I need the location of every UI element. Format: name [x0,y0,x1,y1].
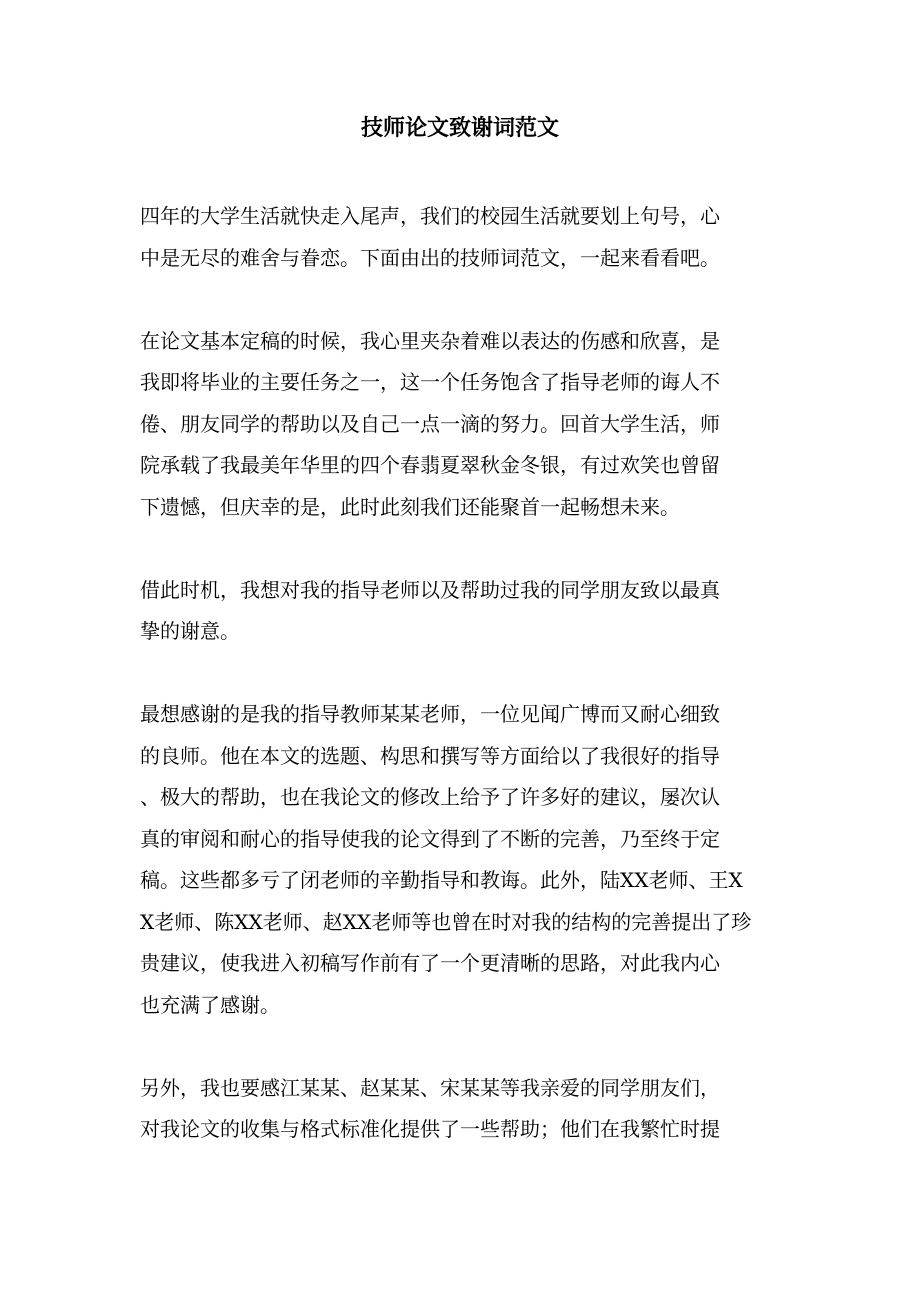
paragraph-line: 也充满了感谢。 [140,992,280,1017]
paragraph-3 [140,570,780,653]
paragraph-line: 院承载了我最美年华里的四个春翡夏翠秋金冬银，有过欢笑也曾留 [140,453,720,477]
paragraph-1 [140,196,780,279]
paragraph-line: 的良师。他在本文的选题、构思和撰写等方面给以了我很好的指导 [140,743,720,768]
paragraph-line: 借此时机，我想对我的指导老师以及帮助过我的同学朋友致以最真 [140,577,720,602]
paragraph-line: 倦、朋友同学的帮助以及自己一点一滴的努力。回首大学生活，师 [140,411,720,436]
document-body [140,196,780,1192]
paragraph-4 [140,694,780,1026]
paragraph-line: 贵建议，使我进入初稿写作前有了一个更清晰的思路，对此我内心 [140,951,720,975]
paragraph-line: 另外，我也要感江某某、赵某某、宋某某等我亲爱的同学朋友们， [140,1075,720,1100]
paragraph-2 [140,321,780,529]
paragraph-line: 稿。这些都多亏了闭老师的辛勤指导和教诲。此外，陆XX老师、王X [140,868,743,892]
paragraph-line: 我即将毕业的主要任务之一，这一个任务饱含了指导老师的诲人不 [140,370,720,394]
paragraph-line: 挚的谢意。 [140,619,240,643]
paragraph-line: 四年的大学生活就快走入尾声，我们的校园生活就要划上句号，心 [140,204,720,228]
paragraph-line: 中是无尽的难舍与眷恋。下面由出的技师词范文，一起来看看吧。 [140,245,720,270]
paragraph-line: 最想感谢的是我的指导教师某某老师，一位见闻广博而又耐心细致 [140,702,720,726]
paragraph-line: 下遗憾，但庆幸的是，此时此刻我们还能聚首一起畅想未来。 [140,494,680,519]
paragraph-line: X老师、陈XX老师、赵XX老师等也曾在时对我的结构的完善提出了珍 [140,909,752,934]
paragraph-5 [140,1068,780,1151]
document-title: 技师论文致谢词范文 [360,115,559,141]
paragraph-line: 、极大的帮助，也在我论文的修改上给予了许多好的建议，屡次认 [140,785,720,809]
paragraph-line: 真的审阅和耐心的指导使我的论文得到了不断的完善，乃至终于定 [140,826,720,851]
paragraph-line: 对我论文的收集与格式标准化提供了一些帮助；他们在我繁忙时提 [140,1117,720,1141]
paragraph-line: 在论文基本定稿的时候，我心里夹杂着难以表达的伤感和欣喜，是 [140,328,720,353]
